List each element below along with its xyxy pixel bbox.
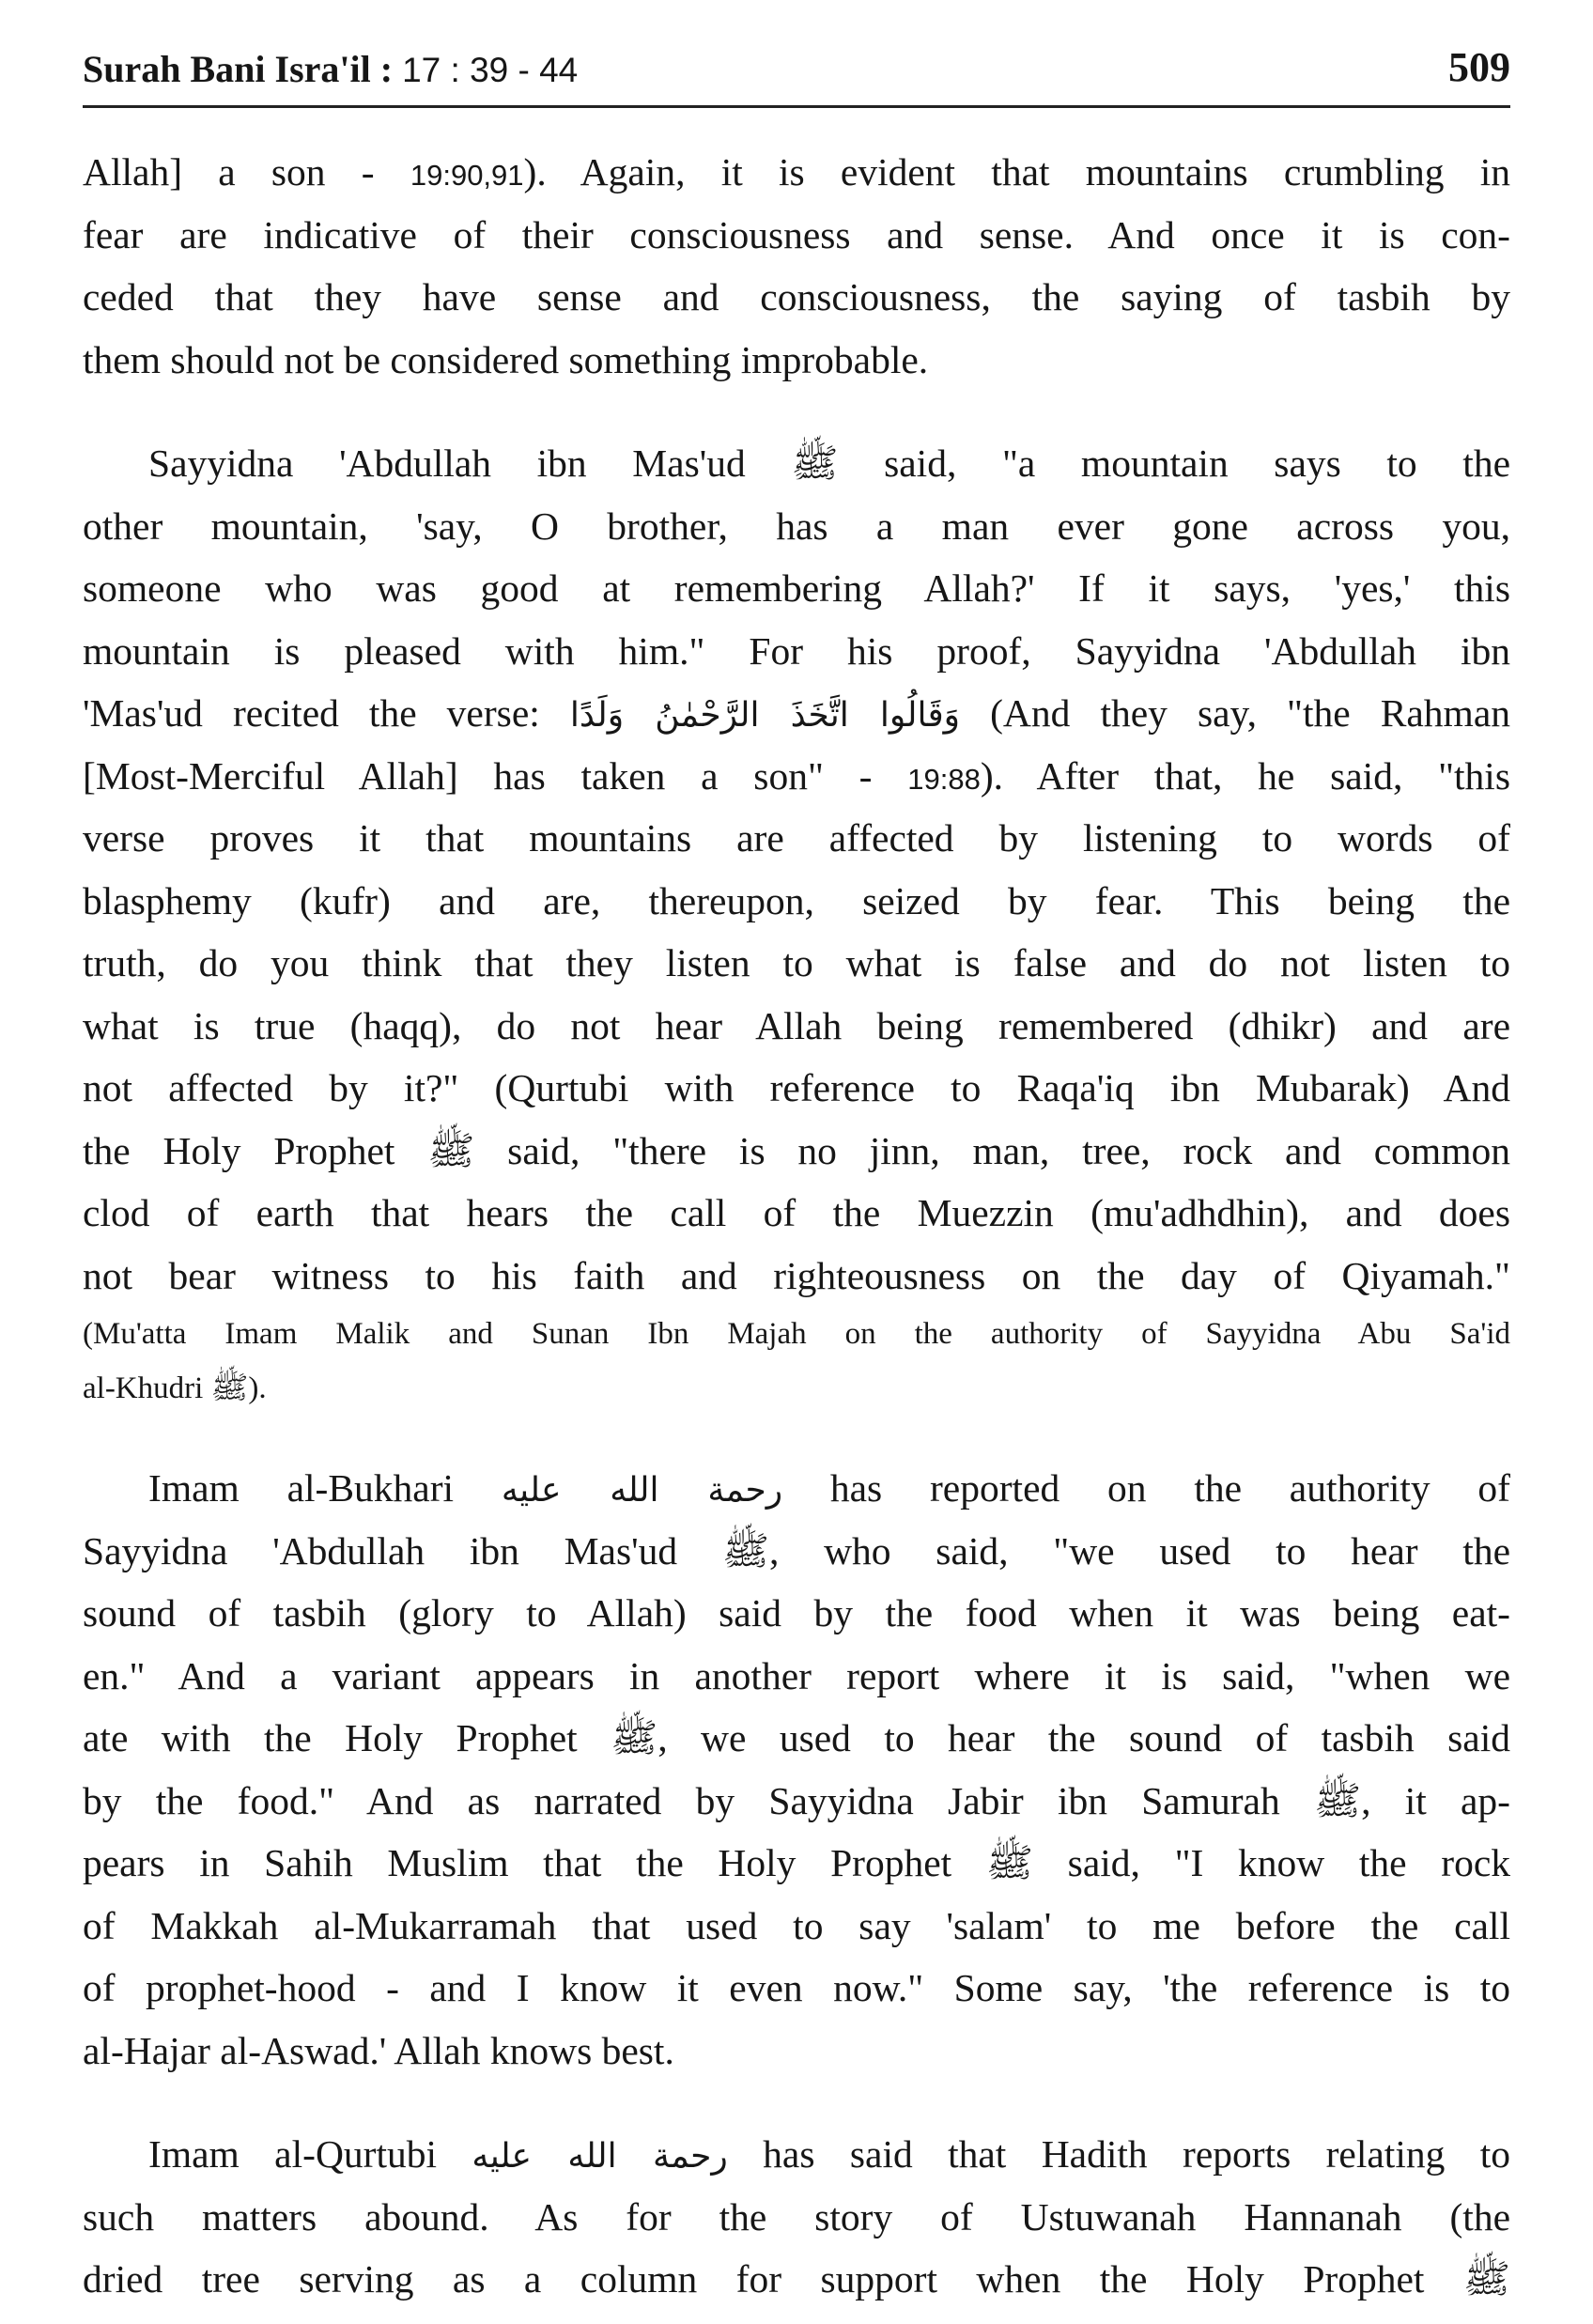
text-line: verse proves it that mountains are affected by listening to words of [83, 816, 1510, 860]
text-line: ate with the Holy Prophet ﷺ, we used to hear the sound of tasbih said [83, 1716, 1510, 1759]
text-line: [Most-Merciful Allah] has taken a son" - 19:88). After that, he said, "this [83, 753, 1510, 798]
text-line: mountain is pleased with him." For his proof, Sayyidna 'Abdullah ibn [83, 628, 1510, 673]
text-line: blasphemy (kufr) and are, thereupon, seized by fear. This being the [83, 878, 1510, 922]
text-line: them should not be considered something improbable. [83, 337, 929, 381]
text-line: of prophet-hood - and I know it even now." Some say, 'the reference is to [83, 1966, 1510, 2009]
text-line: someone who was good at remembering Allah?' If it says, 'yes,' this [83, 566, 1510, 610]
text-line: al-Hajar al-Aswad.' Allah knows best. [83, 2028, 674, 2072]
text-line: fear are indicative of their consciousness and sense. And once it is con- [83, 212, 1510, 256]
text-line: Sayyidna 'Abdullah ibn Mas'ud ﷺ, who said, "we used to hear the [83, 1528, 1511, 1573]
text-line: Imam al-Qurtubi رحمة الله عليه has said that Hadith reports relating to [148, 2132, 1511, 2176]
text-line: the Holy Prophet ﷺ said, "there is no jinn, man, tree, rock and common [83, 1128, 1510, 1172]
citation-line: al-Khudri ﷺ). [83, 1371, 267, 1405]
text-line: sound of tasbih (glory to Allah) said by the food when it was being eat- [83, 1591, 1510, 1635]
surah-title [83, 47, 578, 91]
text-line: of Makkah al-Mukarramah that used to say 'salam' to me before the call [83, 1903, 1510, 1947]
text-line: dried tree serving as a column for support when the Holy Prophet ﷺ [83, 2257, 1510, 2301]
text-line: en." And a variant appears in another report where it is said, "when we [83, 1653, 1510, 1697]
text-line: Sayyidna 'Abdullah ibn Mas'ud ﷺ said, "a mountain says to the [148, 442, 1511, 485]
surah-name: Surah Bani Isra'il : [83, 48, 394, 90]
text-line: other mountain, 'say, O brother, has a man ever gone across you, [83, 504, 1510, 548]
text-line: by the food." And as narrated by Sayyidna Jabir ibn Samurah ﷺ, it ap- [83, 1778, 1510, 1822]
arabic-verse: وَقَالُوا اتَّخَذَ الرَّحْمٰنُ وَلَدًا [569, 696, 961, 735]
arabic-honorific: رحمة الله عليه [501, 1471, 783, 1510]
text-line: ceded that they have sense and consciousness, the saying of tasbih by [83, 275, 1510, 318]
text-line: not bear witness to his faith and righteousness on the day of Qiyamah." [83, 1253, 1510, 1297]
text-line: such matters abound. As for the story of Ustuwanah Hannanah (the [83, 2194, 1510, 2239]
text-line: Allah] a son - 19:90,91). Again, it is evident that mountains crumbling in [83, 150, 1510, 194]
text-line: 'Mas'ud recited the verse: وَقَالُوا اتَّخَذَ الرَّحْمٰنُ وَلَدًا (And they say, "the Rahman [83, 691, 1510, 735]
page-number: 509 [1448, 44, 1510, 90]
text-line: clod of earth that hears the call of the Muezzin (mu'adhdhin), and does [83, 1191, 1510, 1234]
text-line: not affected by it?" (Qurtubi with reference to Raqa'iq ibn Mubarak) And [83, 1066, 1510, 1109]
verse-range: 17 : 39 - 44 [402, 51, 579, 89]
text-line: truth, do you think that they listen to what is false and do not listen to [83, 941, 1510, 984]
arabic-honorific: رحمة الله عليه [472, 2137, 728, 2176]
text-line: Imam al-Bukhari رحمة الله عليه has reported on the authority of [148, 1466, 1510, 1510]
citation-line: (Mu'atta Imam Malik and Sunan Ibn Majah on the authority of Sayyidna Abu Sa'id [83, 1317, 1510, 1351]
text-line: what is true (haqq), do not hear Allah being remembered (dhikr) and are [83, 1003, 1510, 1047]
text-line: pears in Sahih Muslim that the Holy Prophet ﷺ said, "I know the rock [83, 1841, 1510, 1884]
page-body [83, 141, 1510, 2311]
running-header [83, 43, 1510, 108]
